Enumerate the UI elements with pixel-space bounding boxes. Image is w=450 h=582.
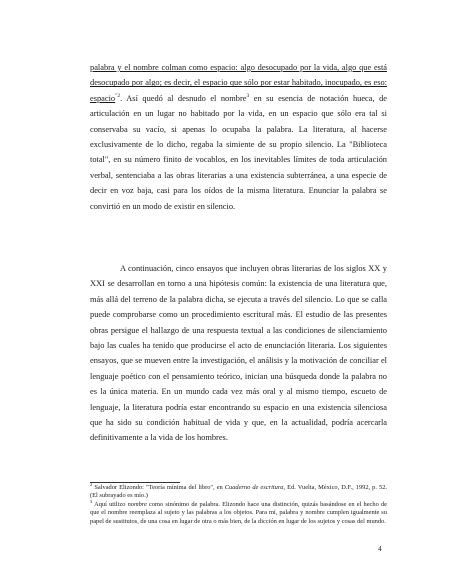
footnotes — [90, 481, 388, 526]
paragraph-1-text-a: . Así quedó al desnudo el nombre — [120, 93, 247, 103]
body-paragraph-2: A continuación, cinco ensayos que incluyen obras literarias de los siglos XX y XXI se desarrollan en torno a una hipótesis común: la existencia de una literatura que, más allá del terreno de la palabra dicha, se ejecuta a través del silencio. Lo que se calla puede comprobarse como un procedimiento escritural más. El estudio de las presentes obras persigue el hallazgo de una respuesta textual a las condiciones de silenciamiento bajo las cuales ha tenido que producirse el acto de enunciación literaria. Los siguientes ensayos, que se mueven entre la investigación, el análisis y la motivación de conciliar el lenguaje poético con el pensamiento teórico, inician una búsqueda donde la palabra no es la única materia. En un mundo cada vez más oral y al mismo tiempo, escueto de lenguaje, la literatura podría estar encontrando su espacio en una existencia silenciosa que ha sido su condición habitual de vida y que, en la actualidad, podría acercarla definitivamente a la vida de los hombres. — [90, 264, 387, 443]
footnote-ref-3: 3 — [246, 93, 250, 100]
footnote-book-title: Cuaderno de escritura — [224, 484, 284, 491]
footnote-text: Aquí utilizo — [92, 500, 128, 508]
footnote-2 — [90, 481, 388, 501]
footnote-separator — [90, 482, 180, 483]
footnote-text: como sinónimo de palabra. Elizondo hace una distinción, quizás basándose en el hecho de que el nombre reemplaza al sujeto y las palabras a los objetos. Para mí, palabra y nombre cumplen igualmente su papel de sustitutos, de una cosa en lugar de otra o más bien, de la dicción en lugar de los sujetos y cosas del mundo. — [90, 500, 387, 525]
page-number: 4 — [378, 544, 382, 553]
underlined-quote: palabra y el nombre colman como espacio: algo desocupado por la vida, algo que está desocupado por algo; es decir, el espacio que sólo por estar habitado, inocupado, es eso: espacio — [90, 63, 387, 103]
footnote-3 — [90, 498, 387, 526]
footnote-ref-2: "2 — [115, 93, 121, 100]
footnote-emphasis: nombre — [127, 500, 147, 508]
footnote-text: Salvador Elizondo: "Teoría mínima del libro", en — [92, 484, 225, 491]
footnote-number: 2 — [90, 481, 93, 487]
paragraph-1-text-b: en su esencia de notación hueca, de articulación en un lugar no habitado por la vida, en un espacio que sólo era tal si conservaba su vacío, si apenas lo ocupaba la palabra. La literatura, al hacerse exclusivamente de lo dicho, regaba la simiente de su propio silencio. La "Biblioteca total", en su número finito de vocablos, en los inevitables límites de toda articulación verbal, sentenciaba a las obras literarias a una existencia subterránea, a una especie de decir en voz baja, casi para los oídos de la misma literatura. Enunciar la palabra se convirtió en un modo de existir en silencio. — [90, 93, 387, 211]
footnote-text: , Ed. Vuelta, México, D.F., 1992, p. 52. (El subrayado es mío.) — [90, 484, 388, 500]
footnote-number: 3 — [90, 498, 93, 504]
body-paragraph-1 — [90, 60, 387, 214]
